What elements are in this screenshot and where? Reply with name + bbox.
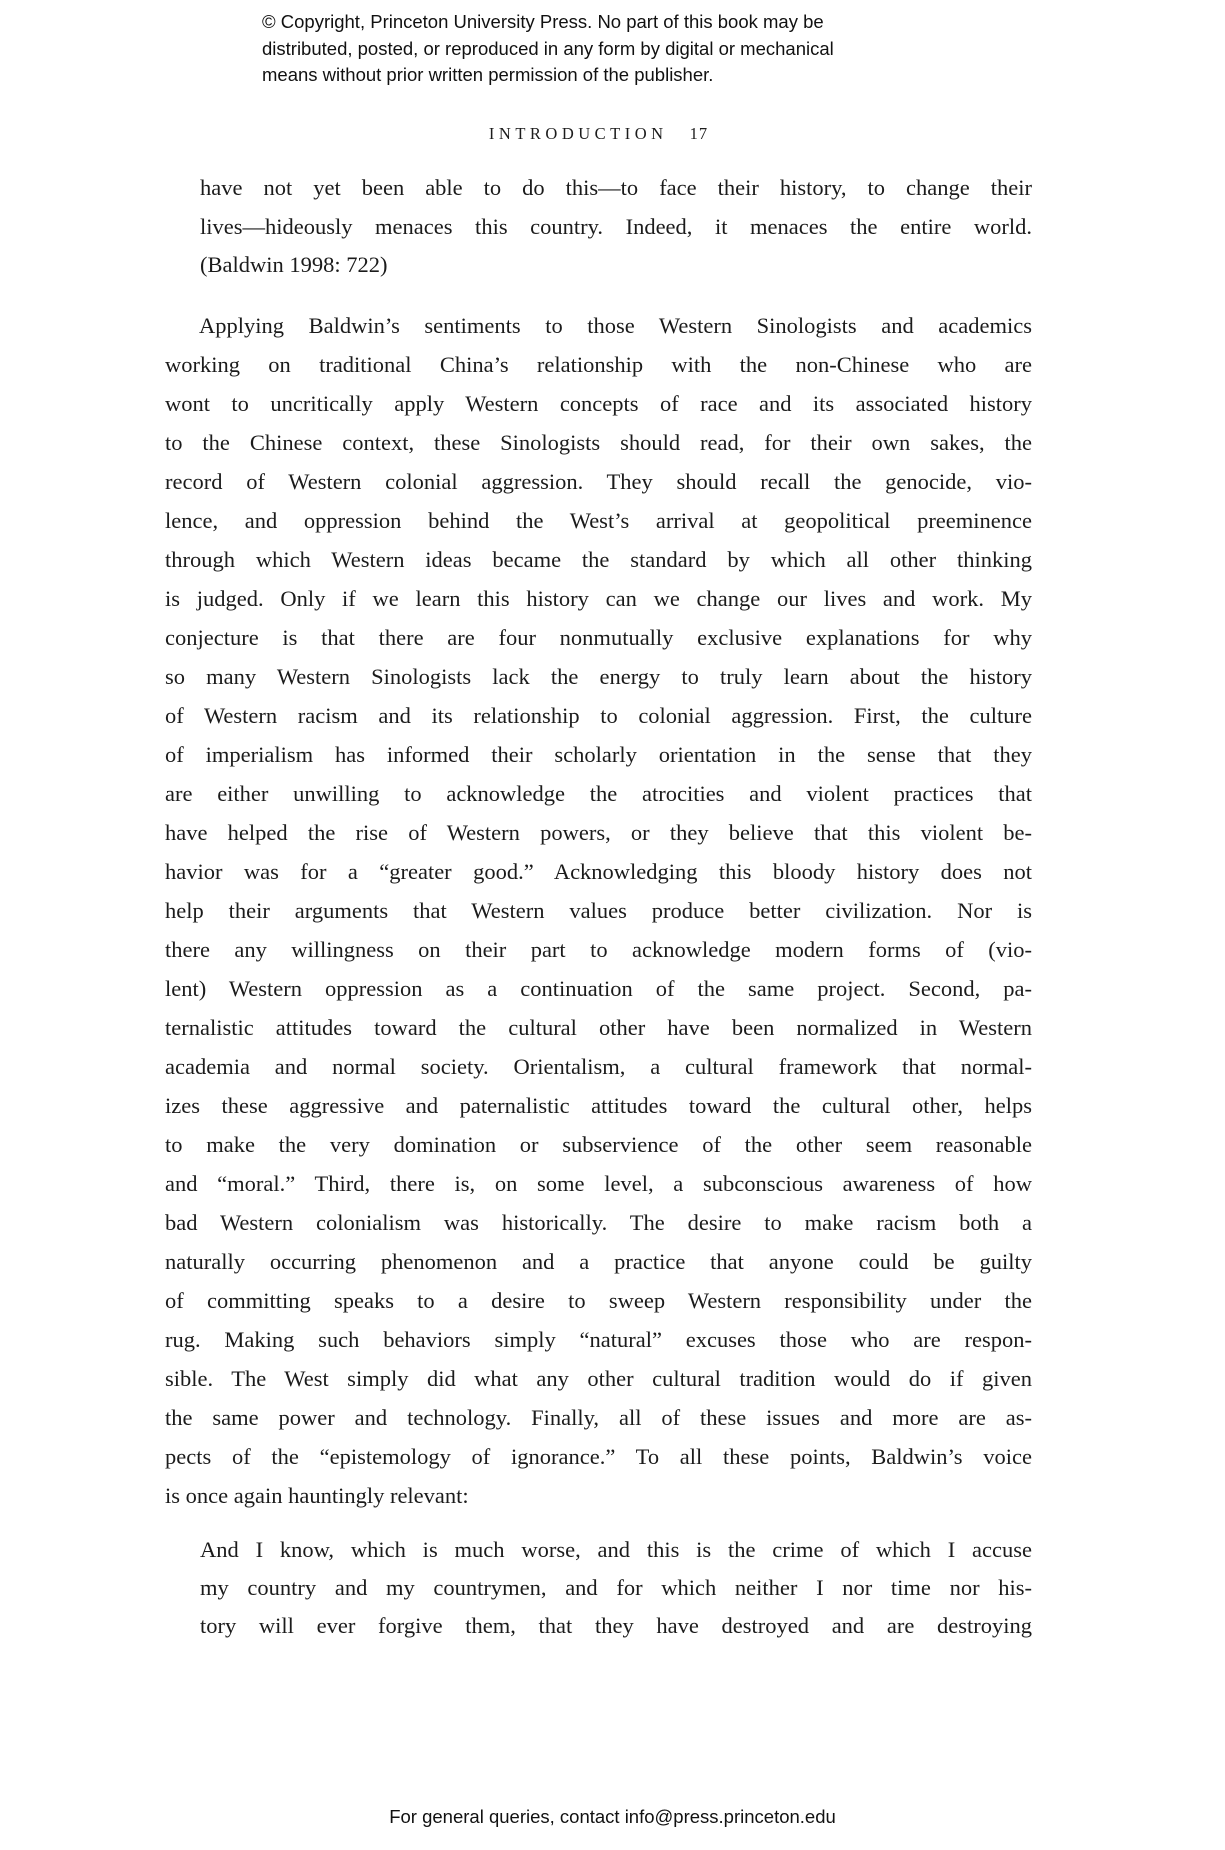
paragraph-line: of imperialism has informed their scholarly orientation in the sense that they: [165, 742, 1032, 767]
paragraph-line: wont to uncritically apply Western concepts of race and its associated history: [165, 391, 1032, 416]
copyright-notice: [262, 9, 902, 89]
paragraph-line: of committing speaks to a desire to sweep Western responsibility under the: [165, 1288, 1032, 1313]
paragraph-line: to make the very domination or subservience of the other seem reasonable: [165, 1132, 1032, 1157]
paragraph-line: through which Western ideas became the standard by which all other thinking: [165, 547, 1032, 572]
paragraph-line: lence, and oppression behind the West’s arrival at geopolitical preeminence: [165, 508, 1032, 533]
paragraph-line: the same power and technology. Finally, all of these issues and more are as-: [165, 1405, 1032, 1430]
paragraph-line: record of Western colonial aggression. They should recall the genocide, vio-: [165, 469, 1032, 494]
paragraph-line: help their arguments that Western values produce better civilization. Nor is: [165, 898, 1032, 923]
paragraph-line: there any willingness on their part to acknowledge modern forms of (vio-: [165, 937, 1032, 962]
running-head: [165, 124, 1032, 144]
paragraph-line: sible. The West simply did what any other cultural tradition would do if given: [165, 1366, 1032, 1391]
paragraph-line: naturally occurring phenomenon and a practice that anyone could be guilty: [165, 1249, 1032, 1274]
quote-line: have not yet been able to do this—to face their history, to change their: [200, 175, 1032, 200]
paragraph-line: is judged. Only if we learn this history can we change our lives and work. My: [165, 586, 1032, 611]
block-quote-baldwin-1: [200, 169, 1032, 285]
paragraph-line: lent) Western oppression as a continuation of the same project. Second, pa-: [165, 976, 1032, 1001]
block-quote-baldwin-2: [200, 1531, 1032, 1645]
page-number: 17: [689, 124, 709, 143]
paragraph-line: is once again hauntingly relevant:: [165, 1483, 469, 1508]
paragraph-line: so many Western Sinologists lack the energy to truly learn about the history: [165, 664, 1032, 689]
quote-line: my country and my countrymen, and for which neither I nor time nor his-: [200, 1575, 1032, 1600]
copyright-line: distributed, posted, or reproduced in any form by digital or mechanical: [262, 37, 834, 59]
footer-contact-note: For general queries, contact info@press.princeton.edu: [389, 1806, 836, 1827]
paragraph-line: Applying Baldwin’s sentiments to those Western Sinologists and academics: [199, 313, 1032, 338]
body-paragraph: [165, 306, 1032, 1515]
paragraph-line: izes these aggressive and paternalistic attitudes toward the cultural other, helps: [165, 1093, 1032, 1118]
copyright-line: means without prior written permission of the publisher.: [262, 64, 714, 85]
paragraph-line: are either unwilling to acknowledge the atrocities and violent practices that: [165, 781, 1032, 806]
paragraph-line: rug. Making such behaviors simply “natural” excuses those who are respon-: [165, 1327, 1032, 1352]
paragraph-line: pects of the “epistemology of ignorance.” To all these points, Baldwin’s voice: [165, 1444, 1032, 1469]
paragraph-line: havior was for a “greater good.” Acknowledging this bloody history does not: [165, 859, 1032, 884]
paragraph-line: academia and normal society. Orientalism, a cultural framework that normal-: [165, 1054, 1032, 1079]
paragraph-line: working on traditional China’s relationship with the non-Chinese who are: [165, 352, 1032, 377]
paragraph-line: to the Chinese context, these Sinologists should read, for their own sakes, the: [165, 430, 1032, 455]
paragraph-line: have helped the rise of Western powers, or they believe that this violent be-: [165, 820, 1032, 845]
quote-line: tory will ever forgive them, that they have destroyed and are destroying: [200, 1613, 1032, 1638]
paragraph-line: conjecture is that there are four nonmutually exclusive explanations for why: [165, 625, 1032, 650]
paragraph-line: and “moral.” Third, there is, on some level, a subconscious awareness of how: [165, 1171, 1032, 1196]
paragraph-line: bad Western colonialism was historically. The desire to make racism both a: [165, 1210, 1032, 1235]
quote-line: (Baldwin 1998: 722): [200, 252, 388, 277]
quote-line: lives—hideously menaces this country. Indeed, it menaces the entire world.: [200, 213, 1032, 239]
paragraph-line: of Western racism and its relationship to colonial aggression. First, the culture: [165, 703, 1032, 728]
copyright-line: © Copyright, Princeton University Press. No part of this book may be: [262, 11, 824, 32]
paragraph-line: ternalistic attitudes toward the cultural other have been normalized in Western: [165, 1015, 1032, 1040]
chapter-title: INTRODUCTION: [488, 124, 668, 143]
quote-line: And I know, which is much worse, and this is the crime of which I accuse: [200, 1537, 1032, 1562]
